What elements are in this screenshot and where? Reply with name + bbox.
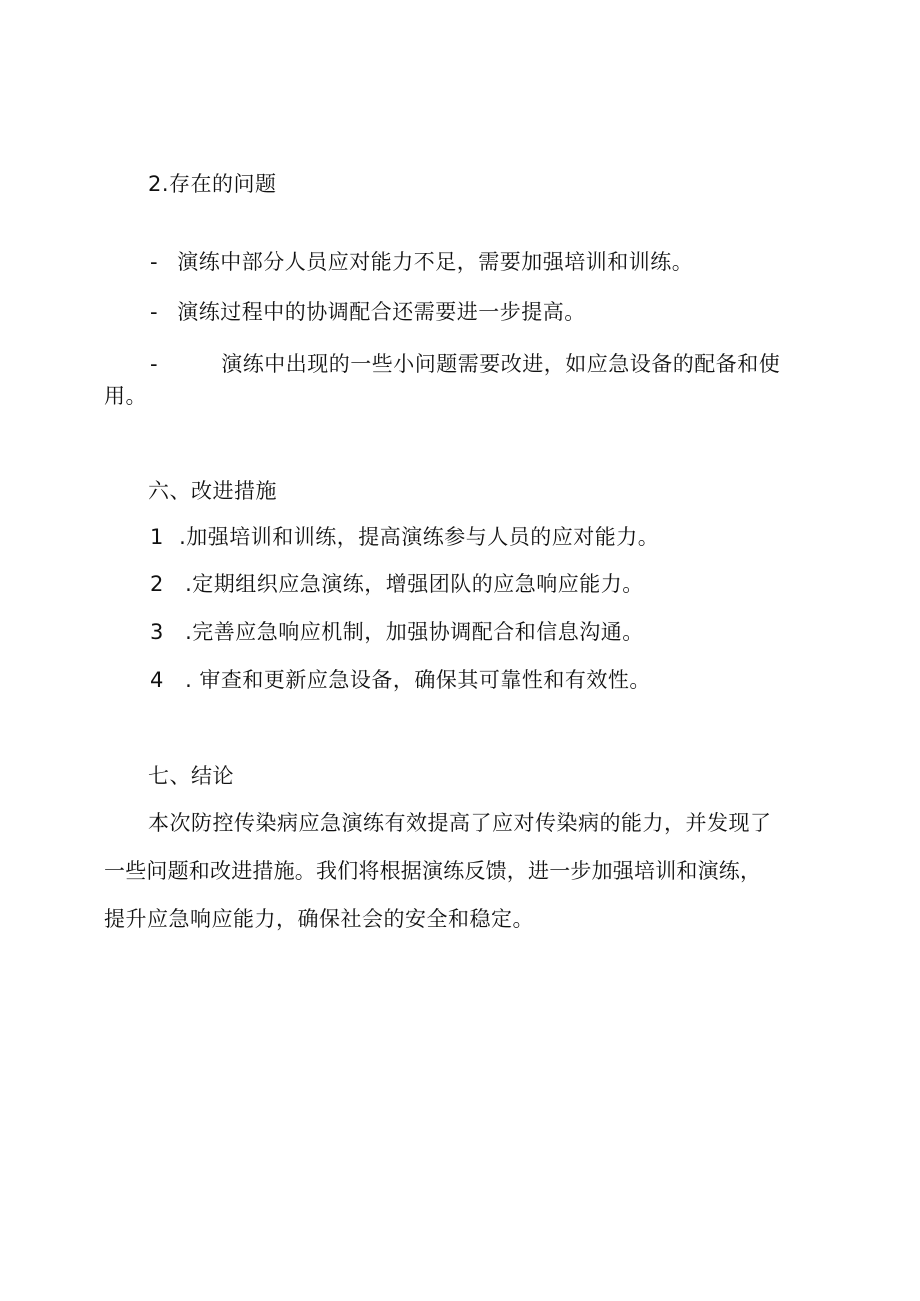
conclusion-line-1: 本次防控传染病应急演练有效提高了应对传染病的能力，并发现了 bbox=[148, 811, 772, 835]
item-number: 3 bbox=[150, 620, 164, 644]
item-number: 4 bbox=[150, 668, 164, 692]
problem-item-text: 演练过程中的协调配合还需要进一步提高。 bbox=[177, 300, 586, 324]
improvements-heading: 六、改进措施 bbox=[148, 479, 277, 503]
problem-item-2 bbox=[150, 298, 586, 326]
conclusion-line-2: 一些问题和改进措施。我们将根据演练反馈，进一步加强培训和演练， bbox=[104, 859, 762, 883]
problem-item-3 bbox=[150, 350, 780, 378]
list-dash: - bbox=[150, 300, 159, 324]
problems-heading: 2.存在的问题 bbox=[148, 172, 277, 196]
problem-item-text: 演练中出现的一些小问题需要改进，如应急设备的配备和使 bbox=[221, 352, 781, 376]
list-dash: - bbox=[150, 352, 159, 376]
problem-item-3-continuation: 用。 bbox=[104, 384, 147, 408]
improvement-item-3 bbox=[150, 618, 644, 646]
conclusion-line-3: 提升应急响应能力，确保社会的安全和稳定。 bbox=[104, 907, 534, 931]
list-dash: - bbox=[150, 250, 159, 274]
item-number: 2 bbox=[150, 572, 164, 596]
problem-item-1 bbox=[150, 248, 693, 276]
problem-item-text: 演练中部分人员应对能力不足，需要加强培训和训练。 bbox=[177, 250, 694, 274]
improvement-item-2 bbox=[150, 570, 644, 598]
improvement-item-text: .定期组织应急演练，增强团队的应急响应能力。 bbox=[185, 572, 644, 596]
improvement-item-text: . 审查和更新应急设备，确保其可靠性和有效性。 bbox=[185, 668, 651, 692]
improvement-item-4 bbox=[150, 666, 651, 694]
improvement-item-1 bbox=[150, 523, 659, 551]
item-number: 1 bbox=[150, 525, 164, 549]
improvement-item-text: .加强培训和训练，提高演练参与人员的应对能力。 bbox=[179, 525, 660, 549]
improvement-item-text: .完善应急响应机制，加强协调配合和信息沟通。 bbox=[185, 620, 644, 644]
conclusion-heading: 七、结论 bbox=[148, 764, 234, 788]
